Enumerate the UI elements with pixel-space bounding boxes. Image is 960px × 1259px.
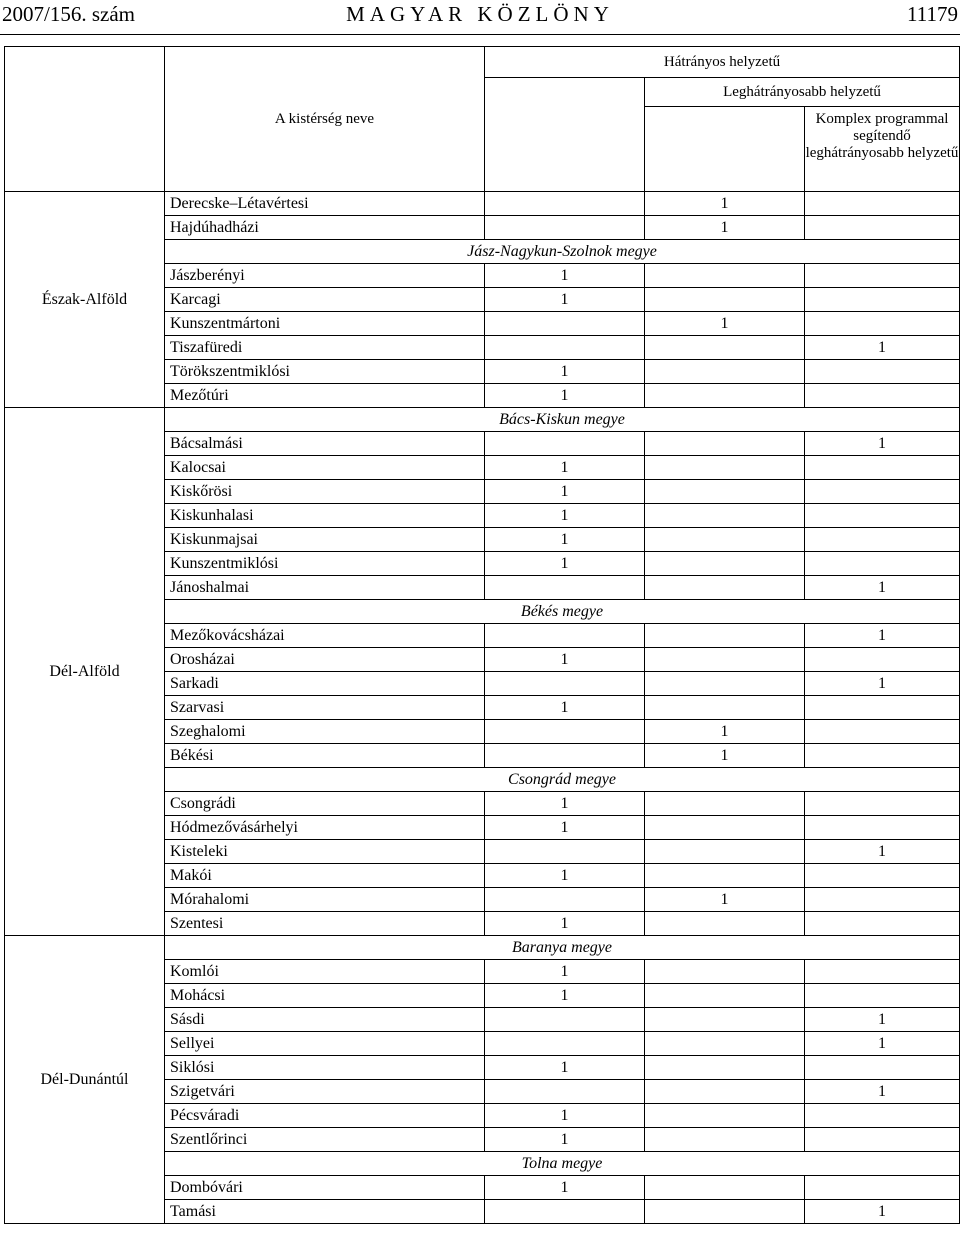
value-cell-c1: 1 — [485, 816, 645, 840]
subregion-name: Pécsváradi — [165, 1104, 485, 1128]
disadvantaged-spacer — [485, 78, 645, 192]
value-cell-c2 — [645, 1176, 805, 1200]
subregion-name: Békési — [165, 744, 485, 768]
value-cell-c1 — [485, 312, 645, 336]
subregion-name: Kiskunmajsai — [165, 528, 485, 552]
value-cell-c3 — [805, 792, 960, 816]
value-cell-c2 — [645, 1104, 805, 1128]
subregion-name: Törökszentmiklósi — [165, 360, 485, 384]
value-cell-c3 — [805, 456, 960, 480]
value-cell-c1: 1 — [485, 1056, 645, 1080]
value-cell-c1: 1 — [485, 696, 645, 720]
value-cell-c3 — [805, 888, 960, 912]
subregion-name: Tiszafüredi — [165, 336, 485, 360]
county-label: Csongrád megye — [165, 768, 960, 792]
value-cell-c2 — [645, 576, 805, 600]
most-disadvantaged-spacer — [645, 107, 805, 192]
value-cell-c2 — [645, 288, 805, 312]
value-cell-c3: 1 — [805, 432, 960, 456]
value-cell-c2 — [645, 1008, 805, 1032]
value-cell-c3 — [805, 912, 960, 936]
value-cell-c2 — [645, 432, 805, 456]
value-cell-c3 — [805, 312, 960, 336]
value-cell-c1: 1 — [485, 1128, 645, 1152]
subregion-name: Kiskőrösi — [165, 480, 485, 504]
subregion-name: Mezőtúri — [165, 384, 485, 408]
value-cell-c3: 1 — [805, 1080, 960, 1104]
value-cell-c2 — [645, 336, 805, 360]
value-cell-c2: 1 — [645, 744, 805, 768]
value-cell-c3 — [805, 816, 960, 840]
value-cell-c3 — [805, 960, 960, 984]
value-cell-c3 — [805, 984, 960, 1008]
subregion-name: Mohácsi — [165, 984, 485, 1008]
value-cell-c3 — [805, 360, 960, 384]
value-cell-c3 — [805, 216, 960, 240]
value-cell-c1: 1 — [485, 1176, 645, 1200]
value-cell-c1 — [485, 336, 645, 360]
value-cell-c1 — [485, 888, 645, 912]
value-cell-c3 — [805, 288, 960, 312]
value-cell-c3 — [805, 504, 960, 528]
value-cell-c2 — [645, 1200, 805, 1224]
value-cell-c1 — [485, 576, 645, 600]
subregion-name: Szeghalomi — [165, 720, 485, 744]
value-cell-c1: 1 — [485, 648, 645, 672]
subregion-name: Orosházai — [165, 648, 485, 672]
county-label: Baranya megye — [165, 936, 960, 960]
value-cell-c3 — [805, 720, 960, 744]
subregion-name: Kisteleki — [165, 840, 485, 864]
subregion-name: Kunszentmártoni — [165, 312, 485, 336]
value-cell-c1 — [485, 192, 645, 216]
county-label: Jász-Nagykun-Szolnok megye — [165, 240, 960, 264]
value-cell-c1 — [485, 720, 645, 744]
value-cell-c3: 1 — [805, 1200, 960, 1224]
value-cell-c2 — [645, 864, 805, 888]
name-header: A kistérség neve — [165, 47, 485, 192]
subregion-name: Makói — [165, 864, 485, 888]
value-cell-c2 — [645, 360, 805, 384]
value-cell-c3 — [805, 648, 960, 672]
value-cell-c3: 1 — [805, 1032, 960, 1056]
county-label: Békés megye — [165, 600, 960, 624]
value-cell-c2 — [645, 672, 805, 696]
subregion-name: Hajdúhadházi — [165, 216, 485, 240]
value-cell-c3: 1 — [805, 624, 960, 648]
value-cell-c2 — [645, 456, 805, 480]
value-cell-c3: 1 — [805, 672, 960, 696]
value-cell-c3: 1 — [805, 336, 960, 360]
subregion-name: Karcagi — [165, 288, 485, 312]
region-label: Dél-Dunántúl — [5, 936, 165, 1224]
subregion-name: Sarkadi — [165, 672, 485, 696]
value-cell-c1: 1 — [485, 792, 645, 816]
value-cell-c2 — [645, 384, 805, 408]
subregion-name: Jánoshalmai — [165, 576, 485, 600]
value-cell-c1: 1 — [485, 480, 645, 504]
page-number: 11179 — [907, 2, 958, 26]
value-cell-c1: 1 — [485, 960, 645, 984]
journal-title: MAGYAR KÖZLÖNY — [346, 2, 614, 26]
value-cell-c2: 1 — [645, 192, 805, 216]
value-cell-c1 — [485, 1008, 645, 1032]
subregion-name: Jászberényi — [165, 264, 485, 288]
value-cell-c3 — [805, 1056, 960, 1080]
region-label: Észak-Alföld — [5, 192, 165, 408]
value-cell-c3 — [805, 192, 960, 216]
issue-number: 2007/156. szám — [2, 2, 135, 26]
subregion-name: Derecske–Létavértesi — [165, 192, 485, 216]
value-cell-c2 — [645, 792, 805, 816]
subregion-name: Sásdi — [165, 1008, 485, 1032]
value-cell-c2 — [645, 696, 805, 720]
subregion-name: Dombóvári — [165, 1176, 485, 1200]
county-row — [5, 408, 960, 432]
region-header-cell — [5, 47, 165, 192]
page-header — [0, 0, 960, 34]
table-row — [5, 192, 960, 216]
value-cell-c1 — [485, 432, 645, 456]
value-cell-c1: 1 — [485, 864, 645, 888]
value-cell-c1 — [485, 840, 645, 864]
value-cell-c2 — [645, 264, 805, 288]
value-cell-c2 — [645, 552, 805, 576]
subregion-name: Kalocsai — [165, 456, 485, 480]
value-cell-c3 — [805, 552, 960, 576]
value-cell-c3 — [805, 384, 960, 408]
value-cell-c1 — [485, 1080, 645, 1104]
value-cell-c3 — [805, 1104, 960, 1128]
value-cell-c3: 1 — [805, 576, 960, 600]
value-cell-c3 — [805, 528, 960, 552]
subregion-name: Szentlőrinci — [165, 1128, 485, 1152]
value-cell-c3 — [805, 480, 960, 504]
value-cell-c3 — [805, 264, 960, 288]
value-cell-c1: 1 — [485, 456, 645, 480]
subregion-name: Komlói — [165, 960, 485, 984]
value-cell-c2 — [645, 480, 805, 504]
region-label: Dél-Alföld — [5, 408, 165, 936]
value-cell-c2 — [645, 1080, 805, 1104]
value-cell-c1 — [485, 744, 645, 768]
value-cell-c1: 1 — [485, 504, 645, 528]
subregion-name: Szigetvári — [165, 1080, 485, 1104]
value-cell-c2 — [645, 960, 805, 984]
value-cell-c1 — [485, 216, 645, 240]
value-cell-c2 — [645, 1032, 805, 1056]
value-cell-c2: 1 — [645, 312, 805, 336]
value-cell-c2 — [645, 624, 805, 648]
value-cell-c1: 1 — [485, 984, 645, 1008]
value-cell-c2 — [645, 504, 805, 528]
value-cell-c2 — [645, 816, 805, 840]
county-label: Tolna megye — [165, 1152, 960, 1176]
subregion-name: Tamási — [165, 1200, 485, 1224]
subregion-table — [4, 46, 960, 1224]
value-cell-c2 — [645, 840, 805, 864]
disadvantaged-header: Hátrányos helyzetű — [485, 47, 960, 78]
value-cell-c1 — [485, 672, 645, 696]
subregion-name: Sellyei — [165, 1032, 485, 1056]
value-cell-c1: 1 — [485, 384, 645, 408]
header-divider — [0, 34, 960, 35]
subregion-name: Szarvasi — [165, 696, 485, 720]
value-cell-c3 — [805, 696, 960, 720]
subregion-name: Kunszentmiklósi — [165, 552, 485, 576]
value-cell-c3 — [805, 1128, 960, 1152]
value-cell-c1: 1 — [485, 360, 645, 384]
value-cell-c3 — [805, 864, 960, 888]
value-cell-c3 — [805, 744, 960, 768]
value-cell-c2: 1 — [645, 720, 805, 744]
value-cell-c1: 1 — [485, 552, 645, 576]
value-cell-c1: 1 — [485, 264, 645, 288]
value-cell-c2 — [645, 1128, 805, 1152]
value-cell-c1: 1 — [485, 528, 645, 552]
value-cell-c2: 1 — [645, 888, 805, 912]
subregion-name: Szentesi — [165, 912, 485, 936]
value-cell-c3: 1 — [805, 1008, 960, 1032]
subregion-name: Kiskunhalasi — [165, 504, 485, 528]
value-cell-c1: 1 — [485, 1104, 645, 1128]
most-disadvantaged-header: Leghátrányosabb helyzetű — [645, 78, 960, 107]
value-cell-c1: 1 — [485, 288, 645, 312]
header-row-1 — [5, 47, 960, 78]
value-cell-c1 — [485, 1032, 645, 1056]
value-cell-c2: 1 — [645, 216, 805, 240]
value-cell-c2 — [645, 1056, 805, 1080]
value-cell-c1 — [485, 624, 645, 648]
complex-header: Komplex programmal segítendő leghátrányosabb helyzetű — [805, 107, 960, 192]
value-cell-c2 — [645, 984, 805, 1008]
value-cell-c3 — [805, 1176, 960, 1200]
value-cell-c2 — [645, 912, 805, 936]
value-cell-c2 — [645, 528, 805, 552]
subregion-name: Mezőkovácsházai — [165, 624, 485, 648]
subregion-name: Bácsalmási — [165, 432, 485, 456]
subregion-name: Csongrádi — [165, 792, 485, 816]
subregion-name: Hódmezővásárhelyi — [165, 816, 485, 840]
value-cell-c2 — [645, 648, 805, 672]
value-cell-c1: 1 — [485, 912, 645, 936]
county-label: Bács-Kiskun megye — [165, 408, 960, 432]
county-row — [5, 936, 960, 960]
subregion-name: Mórahalomi — [165, 888, 485, 912]
value-cell-c3: 1 — [805, 840, 960, 864]
value-cell-c1 — [485, 1200, 645, 1224]
subregion-name: Siklósi — [165, 1056, 485, 1080]
